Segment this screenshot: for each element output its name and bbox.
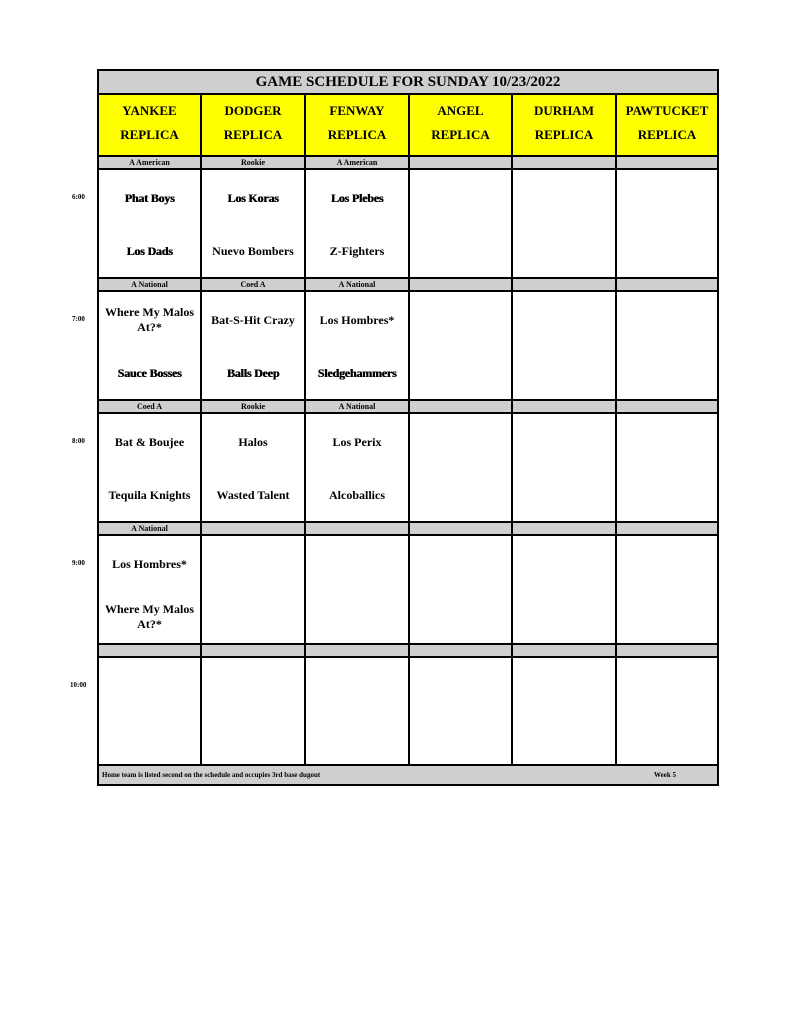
field-header-pawtucket — [617, 95, 717, 155]
column-divider — [511, 536, 513, 643]
column-divider — [615, 292, 617, 399]
column-divider — [200, 414, 202, 521]
division-label — [202, 645, 306, 656]
field-name: YANKEE — [122, 103, 177, 118]
home-team: Z-Fighters — [329, 244, 385, 258]
home-team: Alcoballics — [329, 488, 385, 502]
division-label — [617, 523, 717, 534]
division-label: Rookie — [202, 157, 306, 168]
column-divider — [615, 414, 617, 521]
time-label: 8:00 — [72, 437, 85, 445]
home-team: Where My Malos At?* — [104, 602, 195, 631]
field-subtitle: REPLICA — [534, 127, 594, 142]
field-header-angel — [410, 95, 513, 155]
field-name: FENWAY — [329, 103, 385, 118]
column-divider — [511, 170, 513, 277]
division-label: Rookie — [202, 401, 306, 412]
field-name: DODGER — [224, 103, 282, 118]
division-label — [99, 645, 202, 656]
column-divider — [511, 292, 513, 399]
column-divider — [200, 292, 202, 399]
home-team: Sledgehammers — [317, 366, 397, 380]
division-label — [410, 401, 513, 412]
time-label: 9:00 — [72, 559, 85, 567]
division-label — [617, 279, 717, 290]
home-team: Wasted Talent — [216, 488, 290, 502]
division-label — [306, 645, 410, 656]
field-name: DURHAM — [534, 103, 594, 118]
division-label: A National — [306, 401, 410, 412]
column-divider — [408, 292, 410, 399]
field-subtitle: REPLICA — [431, 127, 490, 142]
away-team: Bat-S-Hit Crazy — [211, 313, 295, 327]
column-divider — [511, 658, 513, 765]
column-divider — [304, 170, 306, 277]
division-label: A American — [306, 157, 410, 168]
division-label: A National — [306, 279, 410, 290]
column-divider — [304, 536, 306, 643]
away-team: Los Perix — [332, 435, 382, 449]
division-label — [410, 279, 513, 290]
away-team: Bat & Boujee — [114, 435, 185, 449]
column-divider — [408, 414, 410, 521]
home-team: Tequila Knights — [108, 488, 191, 502]
away-team: Halos — [238, 435, 268, 449]
field-subtitle: REPLICA — [223, 127, 283, 142]
division-label: Coed A — [202, 279, 306, 290]
division-label — [617, 401, 717, 412]
away-team: Phat Boys — [124, 191, 175, 205]
column-divider — [615, 536, 617, 643]
division-label — [617, 645, 717, 656]
time-label: 6:00 — [72, 193, 85, 201]
field-name: PAWTUCKET — [625, 103, 709, 118]
away-team: Where My Malos At?* — [104, 305, 195, 334]
column-divider — [304, 658, 306, 765]
schedule-footer — [99, 764, 717, 784]
time-label: 7:00 — [72, 315, 85, 323]
division-label — [410, 645, 513, 656]
schedule-title: GAME SCHEDULE FOR SUNDAY 10/23/2022 — [99, 71, 717, 95]
division-label — [202, 523, 306, 534]
field-header-yankee — [99, 95, 202, 155]
column-divider — [304, 292, 306, 399]
division-label — [513, 523, 617, 534]
away-team: Los Plebes — [330, 191, 384, 205]
field-header-durham — [513, 95, 617, 155]
division-label — [410, 523, 513, 534]
time-label: 10:00 — [70, 681, 87, 689]
division-label — [513, 401, 617, 412]
division-label: A National — [99, 279, 202, 290]
division-label — [513, 157, 617, 168]
field-header-dodger — [202, 95, 306, 155]
column-divider — [200, 170, 202, 277]
home-team: Sauce Bosses — [117, 366, 182, 380]
schedule-table — [97, 69, 719, 786]
away-team: Los Hombres* — [319, 313, 395, 327]
column-divider — [304, 414, 306, 521]
column-divider — [615, 170, 617, 277]
footer-note: Home team is listed second on the schedule and occupies 3rd base dugout — [102, 771, 321, 779]
week-label: Week 5 — [654, 771, 676, 779]
column-divider — [200, 536, 202, 643]
home-team: Nuevo Bombers — [212, 244, 294, 258]
home-team: Balls Deep — [226, 366, 280, 380]
division-label: Coed A — [99, 401, 202, 412]
division-label: A National — [99, 523, 202, 534]
away-team: Los Koras — [227, 191, 279, 205]
field-subtitle: REPLICA — [120, 127, 179, 142]
field-subtitle: REPLICA — [637, 127, 697, 142]
field-header-fenway — [306, 95, 410, 155]
column-divider — [408, 536, 410, 643]
column-divider — [511, 414, 513, 521]
column-divider — [408, 170, 410, 277]
away-team: Los Hombres* — [112, 557, 187, 571]
division-label — [306, 523, 410, 534]
column-divider — [200, 658, 202, 765]
division-label — [513, 279, 617, 290]
field-name: ANGEL — [437, 103, 484, 118]
division-label — [410, 157, 513, 168]
column-divider — [408, 658, 410, 765]
field-subtitle: REPLICA — [327, 127, 387, 142]
column-divider — [615, 658, 617, 765]
home-team: Los Dads — [126, 244, 173, 258]
division-label — [513, 645, 617, 656]
division-label: A American — [99, 157, 202, 168]
division-label — [617, 157, 717, 168]
